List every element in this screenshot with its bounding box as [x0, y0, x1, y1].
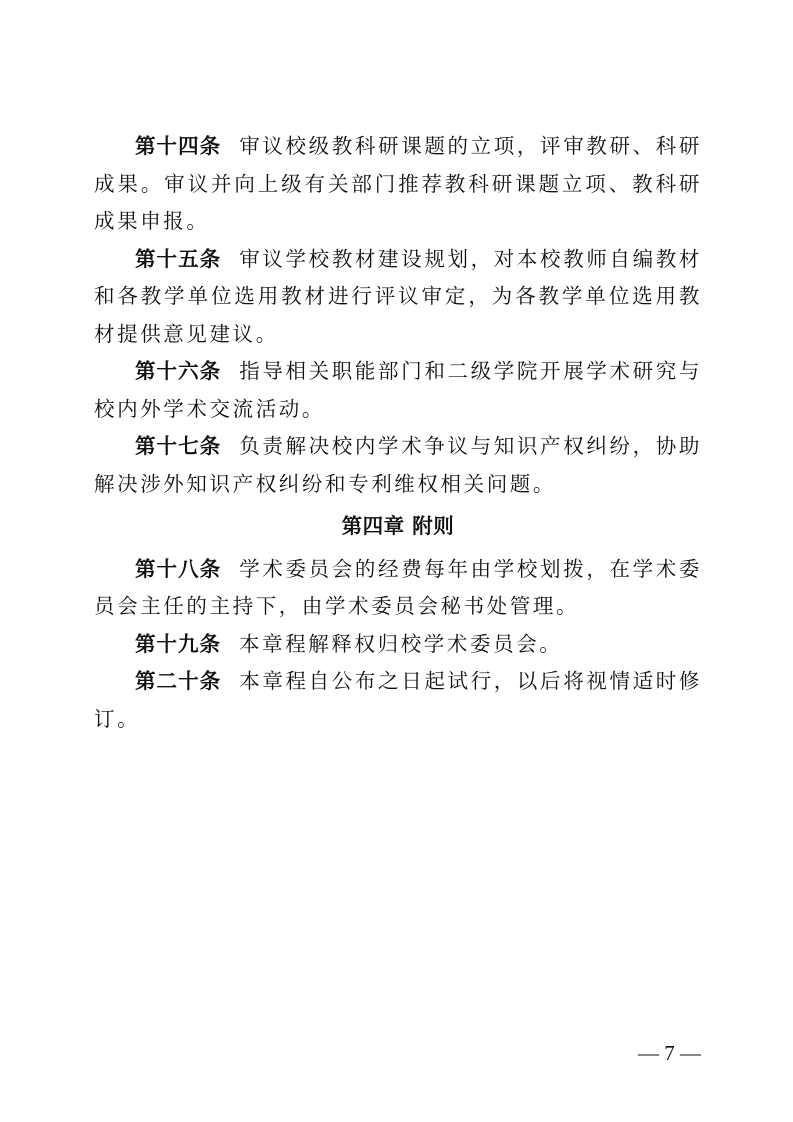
article-15 — [94, 241, 702, 354]
article-17 — [94, 428, 702, 503]
article-label: 第十九条 — [135, 631, 221, 656]
article-label: 第十五条 — [135, 246, 222, 271]
article-14 — [94, 128, 702, 241]
article-18 — [94, 551, 702, 626]
article-20 — [94, 663, 702, 738]
article-text: 本章程自公布之日起试行，以后将视情适时修订。 — [94, 669, 703, 731]
article-text: 指导相关职能部门和二级学院开展学术研究与校内外学术交流活动。 — [94, 359, 703, 421]
document-body — [94, 128, 702, 738]
article-16 — [94, 353, 702, 428]
article-text: 审议校级教科研课题的立项，评审教研、科研成果。审议并向上级有关部门推荐教科研课题立项、教科研成果申报。 — [94, 134, 703, 233]
article-label: 第二十条 — [135, 669, 222, 693]
article-text: 负责解决校内学术争议与知识产权纠纷，协助解决涉外知识产权纠纷和专利维权相关问题。 — [94, 434, 703, 496]
chapter-heading: 第四章 附则 — [341, 514, 455, 538]
article-19 — [94, 626, 702, 664]
article-text: 审议学校教材建设规划，对本校教师自编教材和各教学单位选用教材进行评议审定，为各教学单位选用教材提供意见建议。 — [94, 246, 703, 346]
article-label: 第十六条 — [135, 359, 222, 383]
page-number: — 7 — — [638, 1041, 701, 1065]
article-label: 第十七条 — [135, 434, 222, 458]
article-label: 第十八条 — [135, 556, 222, 581]
article-text: 学术委员会的经费每年由学校划拨，在学术委员会主任的主持下，由学术委员会秘书处管理。 — [94, 556, 703, 618]
article-text: 本章程解释权归校学术委员会。 — [239, 631, 563, 656]
article-label: 第十四条 — [135, 134, 222, 158]
